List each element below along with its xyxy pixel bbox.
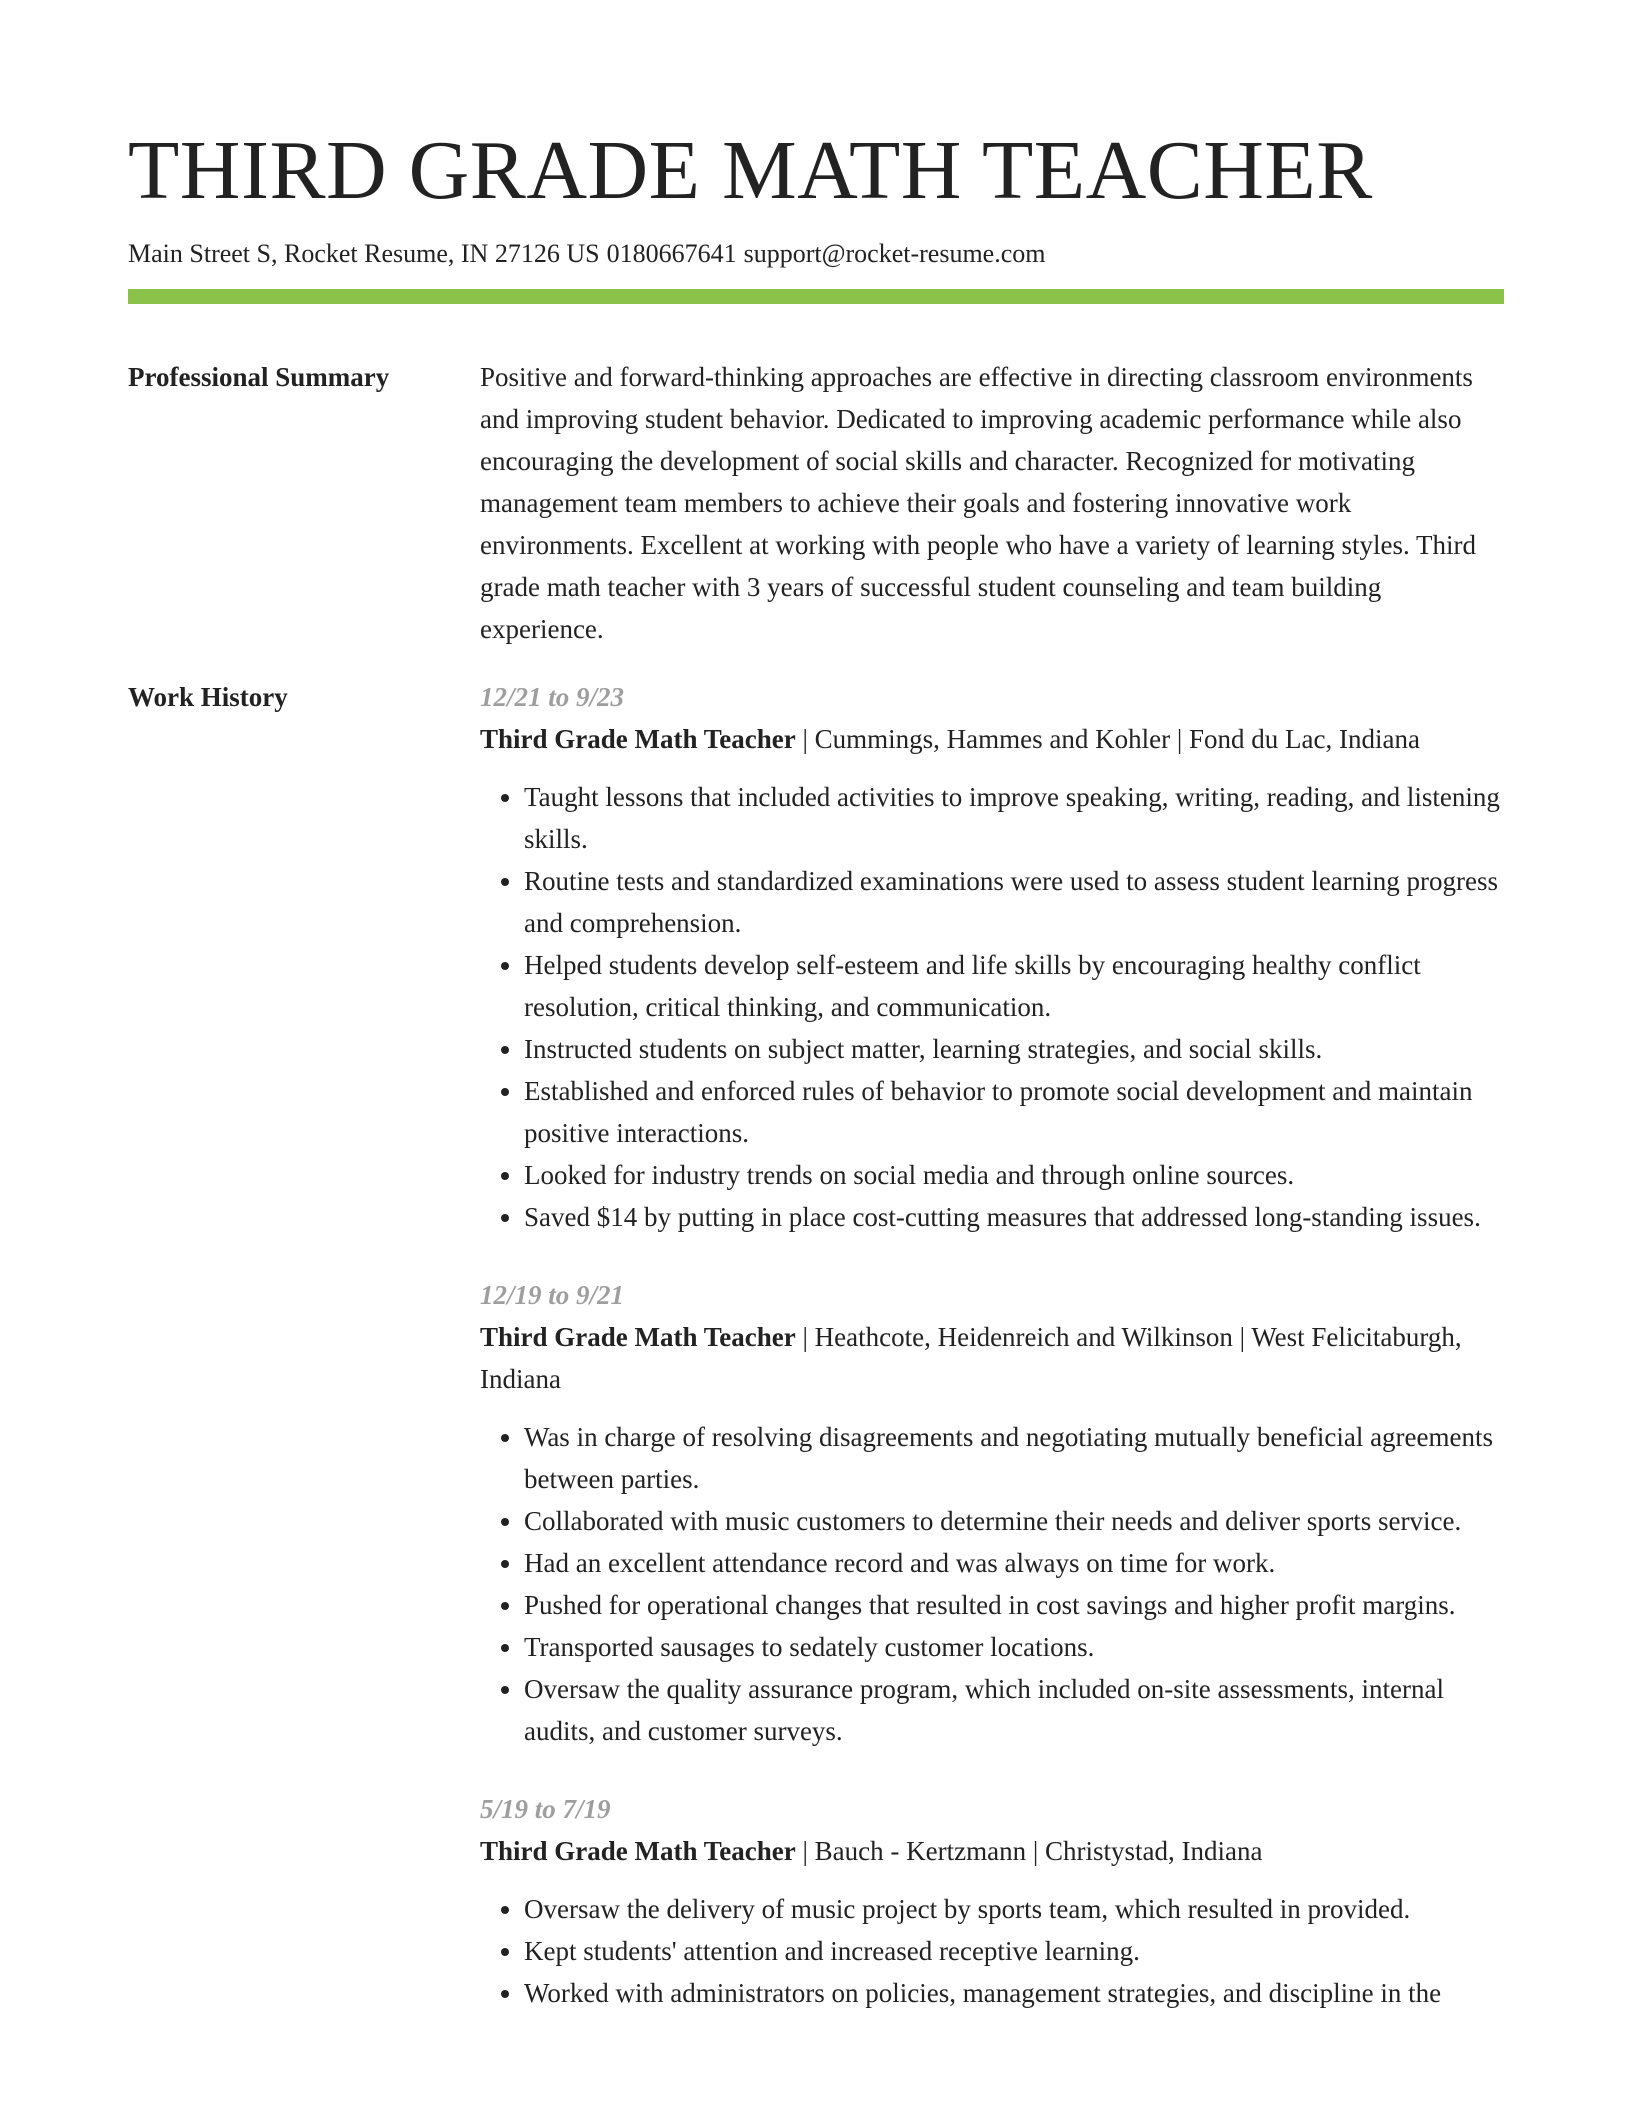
job-dates: 5/19 to 7/19 <box>480 1794 611 1824</box>
summary-label: Professional Summary <box>128 362 390 392</box>
work-history-label: Work History <box>128 682 288 712</box>
job-details: | Cummings, Hammes and Kohler | Fond du Lac, Indiana <box>795 724 1420 754</box>
bullet-item: • Oversaw the delivery of music project by sports team, which resulted in provided. <box>524 1888 1504 1930</box>
job-bullets <box>480 1416 1504 1752</box>
contact-email: support@rocket-resume.com <box>743 239 1046 268</box>
bullet-item: • Saved $14 by putting in place cost-cutting measures that addressed long-standing issues. <box>524 1196 1504 1238</box>
work-history-body <box>480 676 1504 2014</box>
job-dates: 12/21 to 9/23 <box>480 682 625 712</box>
bullet-item: • Looked for industry trends on social media and through online sources. <box>524 1154 1504 1196</box>
job-title: Third Grade Math Teacher <box>480 724 796 754</box>
bullet-item: • Routine tests and standardized examinations were used to assess student learning progress and comprehension. <box>524 860 1504 944</box>
job-header <box>480 1830 1504 1872</box>
bullet-item: • Established and enforced rules of behavior to promote social development and maintain positive interactions. <box>524 1070 1504 1154</box>
work-history-section <box>128 676 1504 2014</box>
job-dates: 12/19 to 9/21 <box>480 1280 625 1310</box>
job-entry <box>480 1788 1504 2014</box>
bullet-item: • Helped students develop self-esteem and life skills by encouraging healthy conflict resolution, critical thinking, and communication. <box>524 944 1504 1028</box>
bullet-item: • Worked with administrators on policies, management strategies, and discipline in the <box>524 1972 1504 2014</box>
job-details: | Bauch - Kertzmann | Christystad, Indiana <box>795 1836 1263 1866</box>
header-divider <box>128 289 1504 304</box>
summary-text: Positive and forward-thinking approaches are effective in directing classroom environments and improving student behavior. Dedicated to improving academic performance while also encouraging the development of social skills and character. Recognized for motivating management team members to achieve their goals and fostering innovative work environments. Excellent at working with people who have a variety of learning styles. Third grade math teacher with 3 years of successful student counseling and team building experience. <box>480 362 1476 644</box>
job-title: Third Grade Math Teacher <box>480 1836 796 1866</box>
bullet-item: • Collaborated with music customers to determine their needs and deliver sports service. <box>524 1500 1504 1542</box>
job-entry <box>480 1274 1504 1752</box>
bullet-item: • Kept students' attention and increased receptive learning. <box>524 1930 1504 1972</box>
summary-section <box>128 356 1504 650</box>
bullet-item: • Transported sausages to sedately customer locations. <box>524 1626 1504 1668</box>
bullet-item: • Pushed for operational changes that resulted in cost savings and higher profit margins. <box>524 1584 1504 1626</box>
job-details: | Heathcote, Heidenreich and Wilkinson | West Felicitaburgh, Indiana <box>480 1322 1462 1394</box>
bullet-item: • Was in charge of resolving disagreements and negotiating mutually beneficial agreements between parties. <box>524 1416 1504 1500</box>
bullet-item: • Oversaw the quality assurance program, which included on-site assessments, internal audits, and customer surveys. <box>524 1668 1504 1752</box>
resume-title: THIRD GRADE MATH TEACHER <box>128 124 1373 217</box>
summary-body <box>480 356 1504 650</box>
bullet-item: • Had an excellent attendance record and was always on time for work. <box>524 1542 1504 1584</box>
job-bullets <box>480 776 1504 1238</box>
job-entry <box>480 676 1504 1238</box>
bullet-item: • Taught lessons that included activities to improve speaking, writing, reading, and listening skills. <box>524 776 1504 860</box>
job-title: Third Grade Math Teacher <box>480 1322 796 1352</box>
contact-phone: 0180667641 <box>606 239 737 268</box>
contact-line <box>128 237 1504 271</box>
job-header <box>480 718 1504 760</box>
job-header <box>480 1316 1504 1400</box>
bullet-item: • Instructed students on subject matter, learning strategies, and social skills. <box>524 1028 1504 1070</box>
contact-address: Main Street S, Rocket Resume, IN 27126 US <box>128 239 600 268</box>
job-bullets <box>480 1888 1504 2014</box>
